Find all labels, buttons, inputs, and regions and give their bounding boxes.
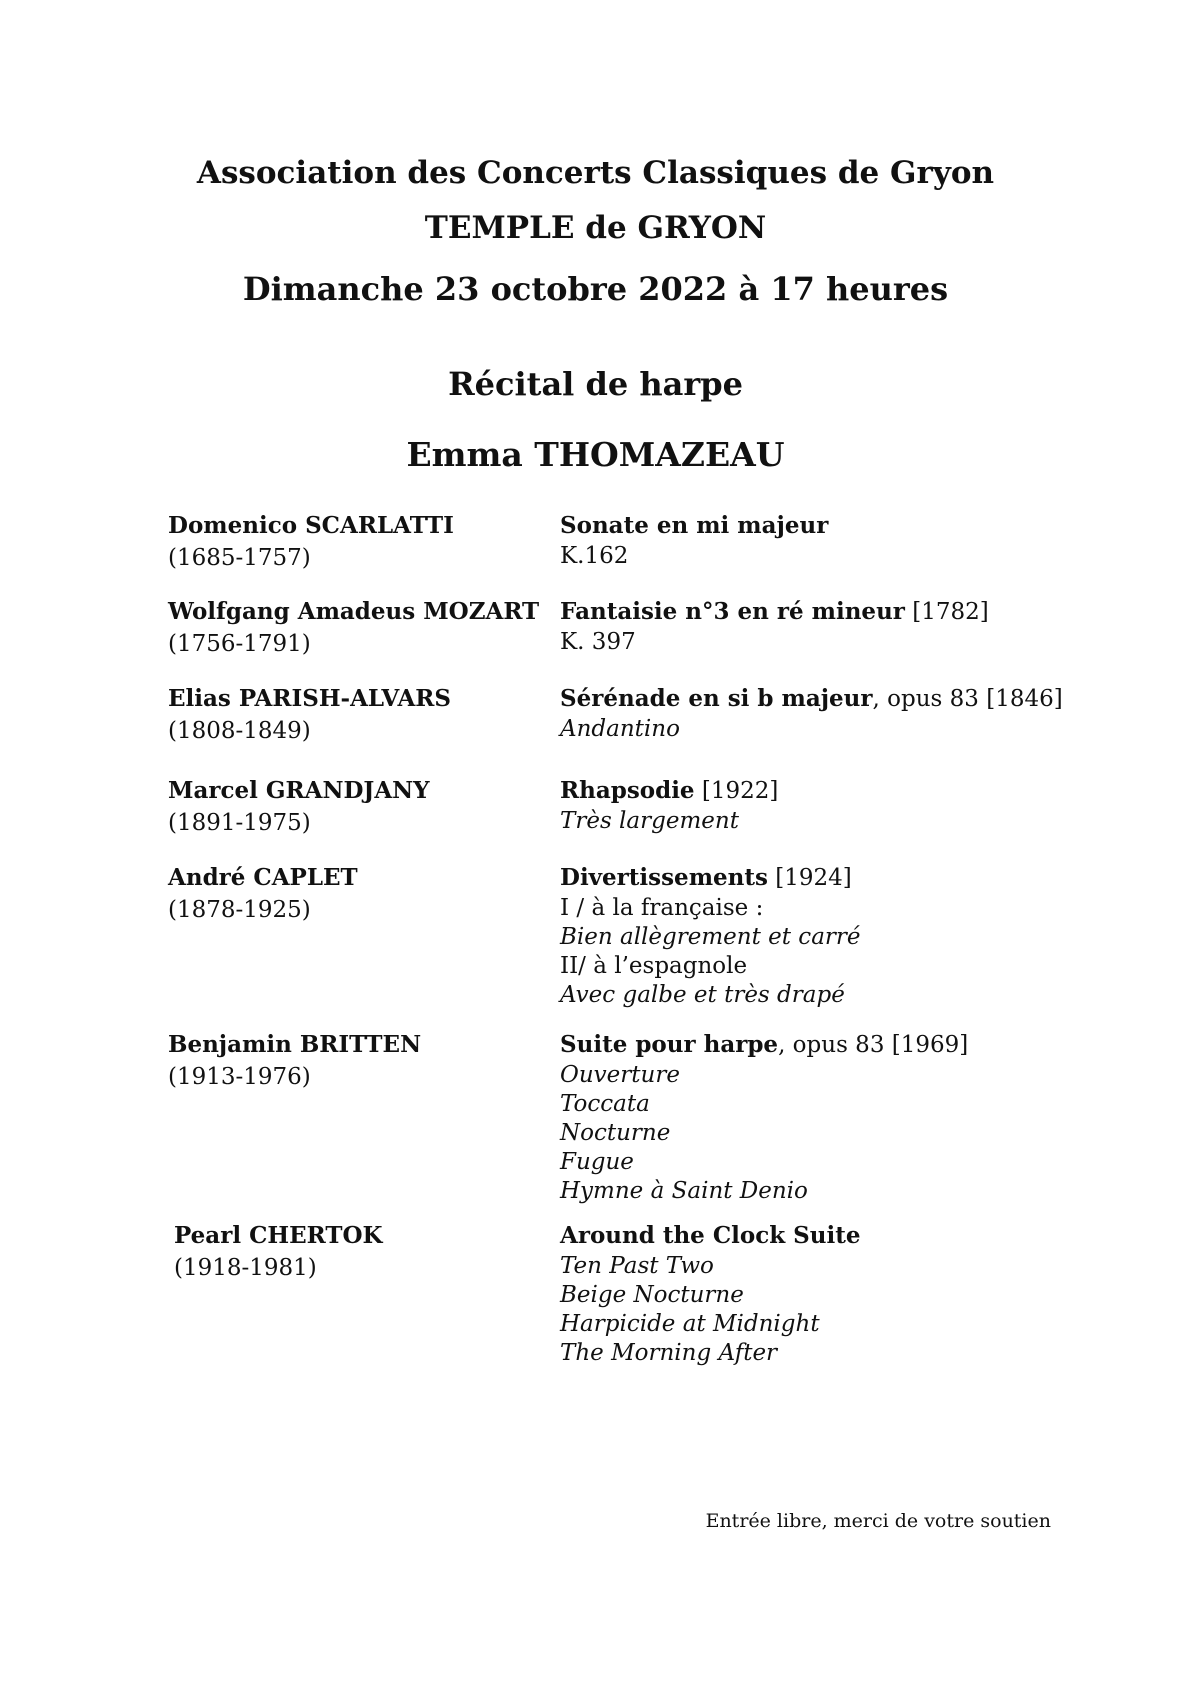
work-movement: Avec galbe et très drapé — [560, 982, 845, 1008]
composer-dates: (1808-1849) — [168, 718, 311, 744]
work-movement: Harpicide at Midnight — [560, 1311, 820, 1337]
work-details: [1924] — [767, 865, 852, 891]
work-heading — [560, 683, 1063, 715]
work-title: Sonate en mi majeur — [560, 512, 829, 539]
work-title: Around the Clock Suite — [560, 1222, 861, 1249]
work-heading — [560, 862, 861, 894]
work-movement: II/ à l’espagnole — [560, 953, 748, 979]
venue-title: TEMPLE de GRYON — [424, 210, 767, 246]
work-movement: Bien allègrement et carré — [560, 924, 861, 950]
work-heading — [560, 1029, 968, 1061]
work-heading — [560, 510, 828, 542]
composer-name: André CAPLET — [168, 864, 358, 891]
composer-block — [168, 775, 430, 839]
work-block — [560, 775, 778, 836]
composer-name: Benjamin BRITTEN — [168, 1031, 422, 1058]
work-title: Fantaisie n°3 en ré mineur — [560, 598, 905, 625]
work-movement: Toccata — [560, 1091, 650, 1117]
work-details: , opus 83 [1969] — [778, 1032, 969, 1058]
composer-name: Pearl CHERTOK — [174, 1222, 383, 1249]
work-movement: K. 397 — [560, 629, 636, 655]
concert-date: Dimanche 23 octobre 2022 à 17 heures — [242, 270, 949, 308]
work-title: Suite pour harpe — [560, 1031, 779, 1058]
work-movement: Beige Nocturne — [560, 1282, 744, 1308]
footer-note: Entrée libre, merci de votre soutien — [705, 1510, 1051, 1532]
composer-block — [168, 510, 454, 574]
composer-dates: (1918-1981) — [174, 1255, 317, 1281]
composer-block — [174, 1220, 383, 1284]
work-heading — [560, 1220, 860, 1252]
work-title: Sérénade en si b majeur — [560, 685, 873, 712]
work-title: Divertissements — [560, 864, 768, 891]
composer-block — [168, 683, 451, 747]
work-movement: Très largement — [560, 808, 739, 834]
work-details: , opus 83 [1846] — [872, 686, 1063, 712]
work-block — [560, 683, 1063, 744]
composer-block — [168, 596, 539, 660]
composer-name: Elias PARISH-ALVARS — [168, 685, 452, 712]
work-movement: K.162 — [560, 543, 629, 569]
work-block — [560, 1029, 968, 1206]
performer-name: Emma THOMAZEAU — [406, 435, 785, 474]
composer-dates: (1913-1976) — [168, 1064, 311, 1090]
work-block — [560, 510, 828, 571]
work-movement: The Morning After — [560, 1340, 778, 1366]
work-movement: Andantino — [560, 716, 680, 742]
event-title: Récital de harpe — [448, 365, 743, 403]
work-block — [560, 1220, 860, 1368]
composer-block — [168, 862, 358, 926]
work-heading — [560, 596, 989, 628]
composer-dates: (1878-1925) — [168, 897, 311, 923]
work-movement: Nocturne — [560, 1120, 671, 1146]
composer-dates: (1756-1791) — [168, 631, 311, 657]
association-title: Association des Concerts Classiques de Gryon — [196, 155, 995, 191]
composer-name: Domenico SCARLATTI — [168, 512, 454, 539]
work-details: [1922] — [694, 778, 779, 804]
work-heading — [560, 775, 778, 807]
work-movement: I / à la française : — [560, 895, 764, 921]
work-movement: Hymne à Saint Denio — [560, 1178, 808, 1204]
work-movement: Fugue — [560, 1149, 634, 1175]
work-details: [1782] — [904, 599, 989, 625]
work-block — [560, 596, 989, 657]
work-block — [560, 862, 861, 1010]
work-movement: Ouverture — [560, 1062, 680, 1088]
composer-name: Wolfgang Amadeus MOZART — [168, 598, 540, 625]
composer-block — [168, 1029, 421, 1093]
composer-name: Marcel GRANDJANY — [168, 777, 430, 804]
work-title: Rhapsodie — [560, 777, 695, 804]
composer-dates: (1891-1975) — [168, 810, 311, 836]
work-movement: Ten Past Two — [560, 1253, 714, 1279]
composer-dates: (1685-1757) — [168, 545, 311, 571]
